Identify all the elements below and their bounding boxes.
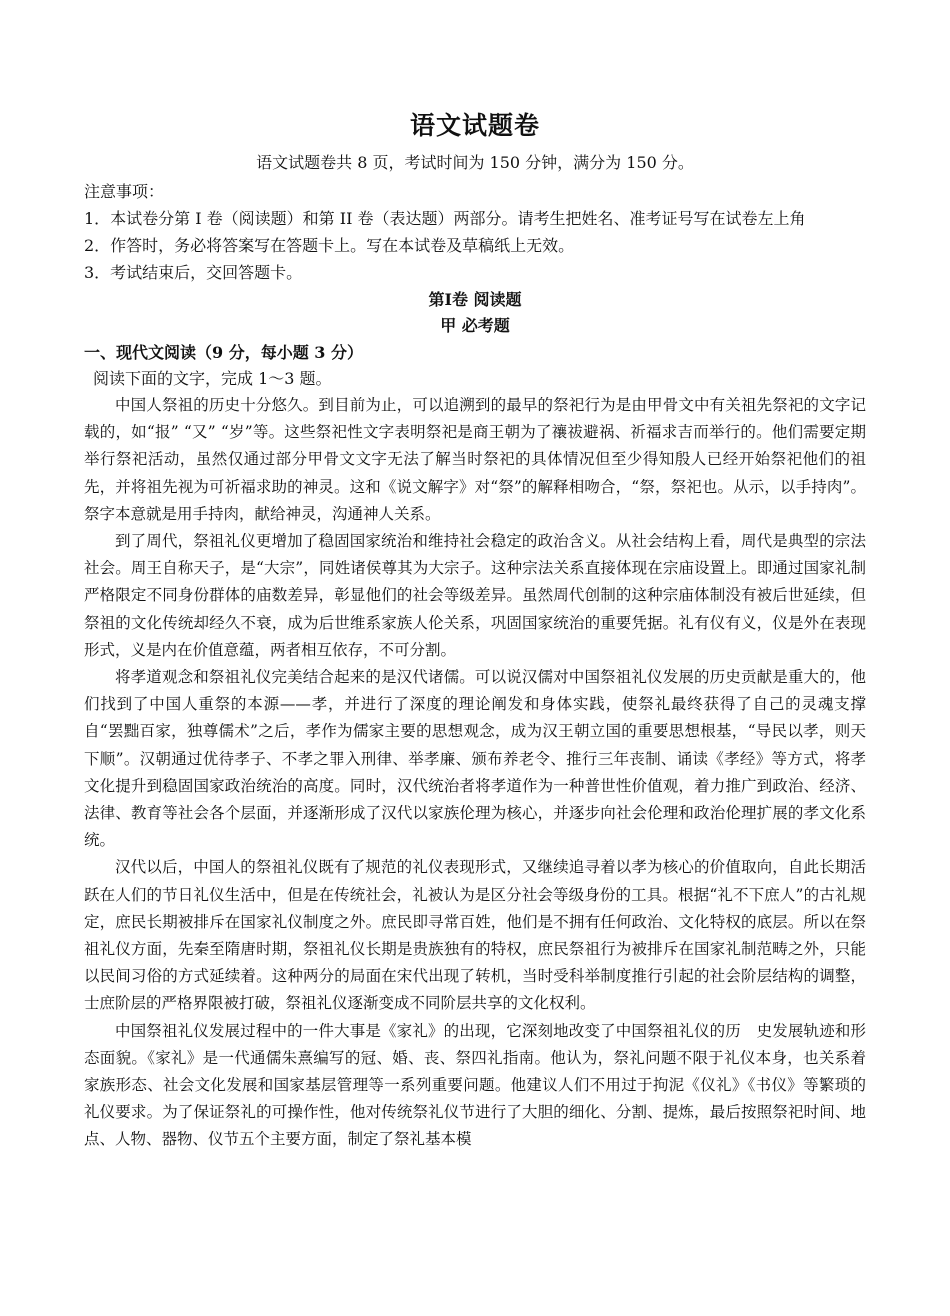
passage-paragraph: 将孝道观念和祭祖礼仪完美结合起来的是汉代诸儒。可以说汉儒对中国祭祖礼仪发展的历史贡献是重大的，他们找到了中国人重祭的本源——孝，并进行了深度的理论阐发和身体实践，使祭礼最终获得了自己的灵魂支撑自“罢黜百家，独尊儒术”之后，孝作为儒家主要的思想观念，成为汉王朝立国的重要思想根基，“导民以孝，则天下顺”。汉朝通过优待孝子、不孝之罪入刑律、举孝廉、颁布养老令、推行三年丧制、诵读《孝经》等方式，将孝文化提升到稳固国家政治统治的高度。同时，汉代统治者将孝道作为一种普世性价值观，着力推广到政治、经济、法律、教育等社会各个层面，并逐渐形成了汉代以家族伦理为核心，并逐步向社会伦理和政治伦理扩展的孝文化系统。: [84, 668, 866, 850]
page-title: 语文试题卷: [409, 111, 540, 140]
note-item: 3．考试结束后，交回答题卡。: [84, 263, 303, 282]
section-heading: 一、现代文阅读（9 分，每小题 3 分）: [84, 343, 363, 362]
part-title: 第Ⅰ卷 阅读题: [428, 290, 522, 309]
exam-info: 语文试题卷共 8 页，考试时间为 150 分钟，满分为 150 分。: [256, 153, 694, 172]
passage-paragraph: 汉代以后，中国人的祭祖礼仪既有了规范的礼仪表现形式，又继续追寻着以孝为核心的价值取向，自此长期活跃在人们的节日礼仪生活中，但是在传统社会，礼被认为是区分社会等级身份的工具。根据“礼不下庶人”的古礼规定，庶民长期被排斥在国家礼仪制度之外。庶民即寻常百姓，他们是不拥有任何政治、文化特权的底层。所以在祭祖礼仪方面，先秦至隋唐时期，祭祖礼仪长期是贵族独有的特权，庶民祭祖行为被排斥在国家礼制范畴之外，只能以民间习俗的方式延续着。这种两分的局面在宋代出现了转机，当时受科举制度推行引起的社会阶层结构的调整，士庶阶层的严格界限被打破，祭祖礼仪逐渐变成不同阶层共享的文化权利。: [84, 858, 866, 1013]
passage-paragraph: 到了周代，祭祖礼仪更增加了稳固国家统治和维持社会稳定的政治含义。从社会结构上看，周代是典型的宗法社会。周王自称天子，是“大宗”，同姓诸侯尊其为大宗子。这种宗法关系直接体现在宗庙设置上。即通过国家礼制严格限定不同身份群体的庙数差异，彰显他们的社会等级差异。虽然周代创制的这种宗庙体制没有被后世延续，但祭祖的文化传统却经久不衰，成为后世维系家族人伦关系，巩固国家统治的重要凭据。礼有仪有义，仪是外在表现形式，义是内在价值意蕴，两者相互依存，不可分割。: [84, 532, 866, 659]
part-subtitle: 甲 必考题: [440, 316, 510, 335]
notes-block: [84, 178, 884, 286]
note-item: 1．本试卷分第 I 卷（阅读题）和第 II 卷（表达题）两部分。请考生把姓名、准考证号写在试卷左上角: [84, 209, 806, 228]
note-item: 2．作答时，务必将答案写在答题卡上。写在本试卷及草稿纸上无效。: [84, 236, 575, 255]
passage-paragraph: 中国祭祖礼仪发展过程中的一件大事是《家礼》的出现，它深刻地改变了中国祭祖礼仪的历 史发展轨迹和形态面貌。《家礼》是一代通儒朱熹编写的冠、婚、丧、祭四礼指南。他认为，祭礼问题不限于礼仪本身，也关系着家族形态、社会文化发展和国家基层管理等一系列重要问题。他建议人们不用过于拘泥《仪礼》《书仪》等繁琐的礼仪要求。为了保证祭礼的可操作性，他对传统祭礼仪节进行了大胆的细化、分割、提炼，最后按照祭祀时间、地点、人物、器物、仪节五个主要方面，制定了祭礼基本模: [84, 1021, 866, 1149]
reading-passage: [84, 392, 866, 1154]
notes-heading: 注意事项：: [84, 182, 165, 201]
section-instruction: 阅读下面的文字，完成 1～3 题。: [93, 369, 332, 388]
passage-paragraph: 中国人祭祖的历史十分悠久。到目前为止，可以追溯到的最早的祭祀行为是由甲骨文中有关祖先祭祀的文字记载的，如“报” “又” “岁”等。这些祭祀性文字表明祭祀是商王朝为了禳祓避祸、祈福求吉而举行的。他们需要定期举行祭祀活动，虽然仅通过部分甲骨文文字无法了解当时祭祀的具体情况但至少得知殷人已经开始祭祀他们的祖先，并将祖先视为可祈福求助的神灵。这和《说文解字》对“祭”的解释相吻合，“祭，祭祀也。从示，以手持肉”。祭字本意就是用手持肉，献给神灵，沟通神人关系。: [84, 396, 866, 523]
